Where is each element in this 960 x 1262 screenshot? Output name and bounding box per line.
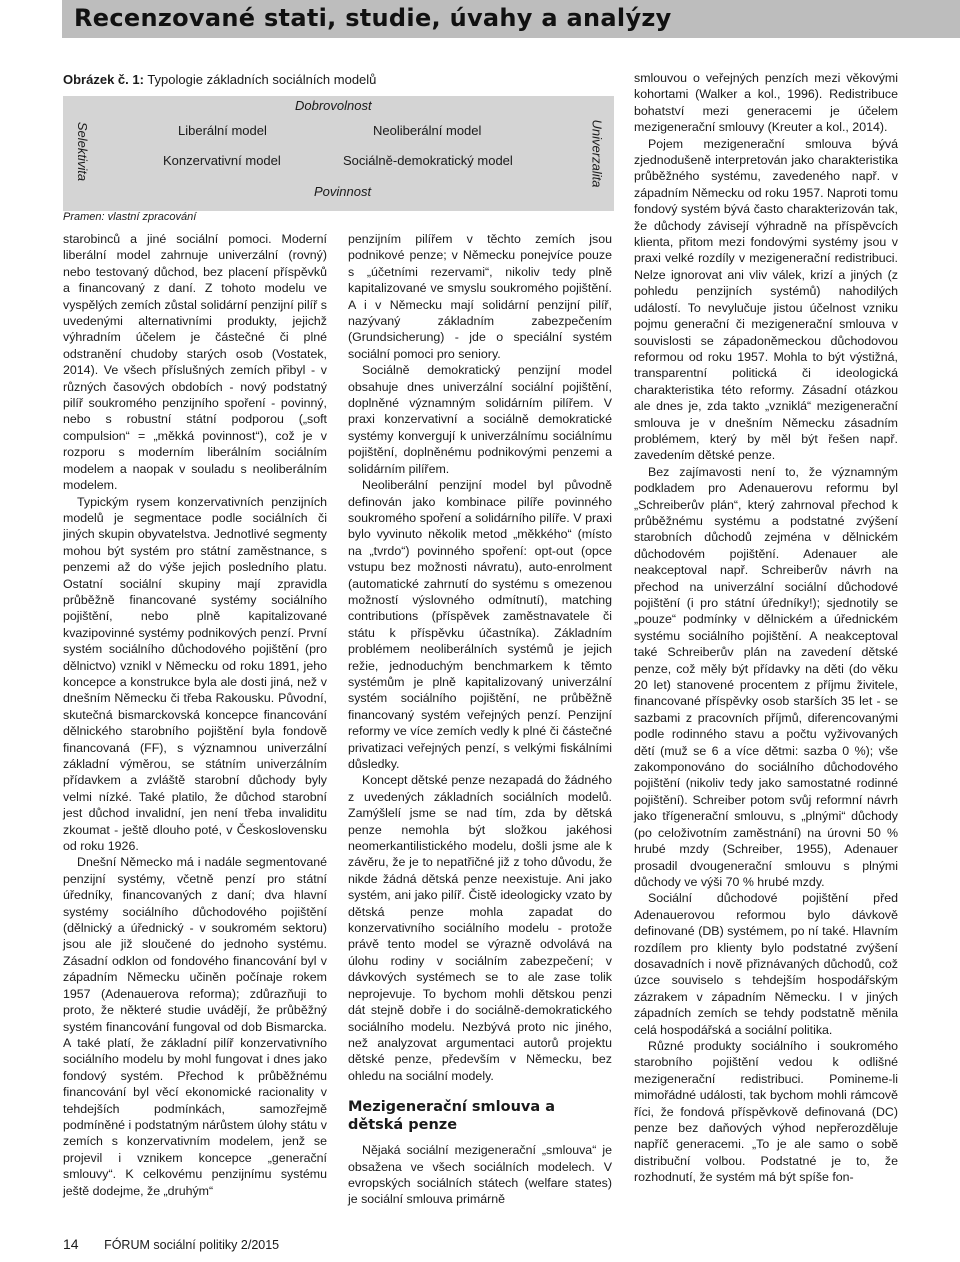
- diagram-left-label: Selektivita: [75, 121, 91, 182]
- typology-diagram: [63, 96, 614, 211]
- paragraph: starobinců a jiné sociální pomoci. Moderní liberální model zahrnuje univerzální (rovný) nebo testovaný důchod, bez placení příspěvků a financovaný z daní. Z tohoto modelu ve vyspělých zemích zůstal solidární penzijní pilíř s uvedenými alternativními produkty, jejichž výhradním účelem je částečné či plné odstranění chudoby starých osob (Vostatek, 2014). Ve všech příslušných zemích přibyl - v různých časových obdobích - nový podstatný pilíř soukromého penzijního spoření - povinný, nebo s robustní státní podporou („soft compulsion“ = „měkká povinnost“), což je v rozporu s moderním liberálním sociálním modelem a naopak v souladu s neoliberálním modelem.: [63, 232, 327, 493]
- journal-name: FÓRUM sociální politiky 2/2015: [104, 1238, 280, 1252]
- section-title: Recenzované stati, studie, úvahy a analýzy: [74, 4, 672, 32]
- paragraph: Bez zajímavosti není to, že významným podkladem pro Adenauerovu reformu byl „Schreiberův plán“, který zahrnoval přechod k průběžnému systému a podstatné zvýšení starobních důchodů zejména v dělnickém důchodovém pojištění. Adenauer ale neakceptoval např. Schreiberův návrh na přechod na univerzální sociální důchodové pojištění (i pro státní úředníky!); sjednotily se „pouze“ podmínky v dělnickém a úřednickém systému sociálního pojištění. A neakceptoval také Schreiberův plán na zavedení dětské penze, což měly být přídavky na děti (do věku 20 let) stanovené procentem z příjmu živitele, financované příspěvky osob starších 35 let - se sazbami z pracovních příjmů, diferencovanými podle rodinného stavu a počtu vyživovaných dětí (muž se 6 a více dětmi: sazba 0 %); vše zakomponováno do sociálního důchodového pojištění (nikoliv tedy jako samostatné rodinné pojištění). Schreiber potom svůj reformní návrh jako třígenerační smlouvu, s „plnými“ důchody (po celoživotním zaměstnání) na úrovni 50 % hrubé mzdy (Schreiber, 1955), Adenauer prosadil dvougenerační smlouvu s plnými důchody ve výši 70 % hrubé mzdy.: [634, 464, 898, 889]
- paragraph: smlouvou o veřejných penzích mezi věkovými kohortami (Walker a kol., 1996). Redistribuce bohatství mezi generacemi je účelem mezigenerační smlouvy (Kreuter a kol., 2014).: [634, 71, 898, 135]
- paragraph: Různé produkty sociálního i soukromého starobního pojištění vedou k odlišné mezigenerační redistribuci. Pomineme-li mimořádné události, tak bychom mohli rámcově říci, že fondová příspěvkově definovaná (DC) penze bez daňových výhod nepřerozděluje napříč generacemi. „To je ale samo o sobě distribuční volbou. Podstatné je to, že rozhodnutí, že systém má být spíše fon-: [634, 1038, 898, 1185]
- section-heading: Mezigenerační smlouva a dětská penze: [348, 1099, 555, 1134]
- diagram-socdem-model: Sociálně-demokratický model: [343, 153, 513, 168]
- paragraph: Neoliberální penzijní model byl původně definován jako kombinace pilíře povinného soukromého spoření a solidárního pilíře. V praxi bylo vyvinuto několik metod „měkkého“ (místo na „tvrdo“) povinného spoření: opt-out (opce vstupu bez možnosti návratu), auto-enrolment (automatické zahrnutí do systému s omezenou možností výslovného odmítnutí), matching contributions (příspěvek zaměstnavatele či státu k příspěvku účastníka). Základním problémem neoliberálních systémů je jejich režie, jednoduchým benchmarkem k těmto systémům je plně kapitalizovaný univerzální systém sociálního pojištění, ne průběžně financovaný systém veřejných penzí. Penzijní reformy ve více zemích vedly k plné či částečné privatizaci veřejných penzí, s velkými fiskálními důsledky.: [348, 478, 612, 771]
- diagram-neoliberal-model: Neoliberální model: [373, 123, 482, 138]
- diagram-bottom-label: Povinnost: [314, 184, 372, 199]
- paragraph: penzijním pilířem v těchto zemích jsou podnikové penze; v Německu ponejvíce pouze s „účetními rezervami“, nikoliv tedy plně kapitalizované ve smyslu soukromého pojištění. A i v Německu mají solidární penzijní pilíř, nazývaný základním zabezpečením (Grundsicherung) - jde o speciální systém sociální pomoci pro seniory.: [348, 232, 612, 361]
- paragraph: Sociální důchodové pojištění před Adenauerovou reformou bylo dávkově definované (DB) systémem, po ní také. Hlavním rozdílem pro klienty bylo podstatné zvýšení dosavadních i nově přiznávaných důchodů, což úzce souviselo s tehdejším hospodářským zázrakem v západním Německu. I v jiných západních zemích se tehdy podstatně měnila celá hospodářská a sociální politika.: [634, 891, 898, 1037]
- paragraph: Typickým rysem konzervativních penzijních modelů je segmentace podle sociálních či jiných skupin obyvatelstva. Jednotlivé segmenty mohou být systém pro státní zaměstnance, s penzemi až do výše jejich posledního platu. Ostatní sociální skupiny mají zpravidla průběžně financované systémy sociálního pojištění, nebo plně kapitalizované kvazipovinné systémy podnikových penzí. První systém sociálního důchodového pojištění (pro dělnictvo) vznikl v Německu od roku 1891, jeho koncepce a konstrukce byla ale dosti jiná, než v dnešním Německu či třeba Rakousku. Původní, skutečná bismarckovská koncepce financování dělnického starobního pojištění byla fondově financovaná (FF), s významnou univerzální základní výměrou, se státním univerzálním přídavkem a zvláště starobní důchody byly velmi nízké. Také platilo, že důchod starobní jest důchod invalidní, jen není třeba invaliditu zkoumat - ještě dlouho poté, v Československu od roku 1926.: [63, 494, 327, 854]
- text-column-3: [634, 70, 898, 1186]
- diagram-liberal-model: Liberální model: [178, 123, 267, 138]
- paragraph: Dnešní Německo má i nadále segmentované penzijní systémy, včetně penzí pro státní úředníky, financovaných z daní; dva hlavní systémy sociálního důchodového pojištění (dělnický a úřednický - v soukromém sektoru) jsou ale již sloučené do jednoho systému. Zásadní odklon od fondového financování byl v západním Německu učiněn počínaje rokem 1957 (Adenauerova reforma); zdůrazňuji to proto, že některé studie uvádějí, že průběžný systém financování fungoval od dob Bismarcka. A také platí, že základní pilíř konzervativního sociálního modelu by mohl fungovat i dnes jako fondový systém. Přechod k průběžnému financování byl věcí ekonomické racionality v tehdejších podmínkách, samozřejmě podmíněné i podstatným nárůstem úlohy státu v zemích s konzervativním modelem, jenž se projevil i vznikem koncepce „generační smlouvy“. K celkovému penzijnímu systému ještě dodejme, že „druhým“: [63, 855, 327, 1198]
- figure-label: Obrázek č. 1:: [63, 72, 144, 87]
- diagram-conservative-model: Konzervativní model: [163, 153, 281, 168]
- figure-caption-text: Typologie základních sociálních modelů: [147, 72, 377, 87]
- figure-caption: [63, 72, 376, 87]
- diagram-right-label: Univerzalita: [589, 119, 605, 188]
- paragraph: Pojem mezigenerační smlouva bývá zjednodušeně interpretován jako charakteristika průběžného systému, zavedeného např. v západním Německu od roku 1957. Naproti tomu fondový systém bývá často charakterizován tak, že důchody závisejí výhradně na příspěvcích klienta, přitom mezi fondovými systémy jsou v praxi velké rozdíly v mezigenerační redistribuci. Nelze ignorovat ani vliv válek, krizí a jiných (z pohledu penzijních systémů) nahodilých událostí. To nevylučuje jistou účelnost vzniku pojmu generační či mezigenerační smlouva v souvislosti se západoněmeckou důchodovou reformou od roku 1957. Mohla to být výstižná, transparentní politická či ideologická charakteristika této reformy. Zásadní otázkou ale dnes je, zda takto „vzniklá“ mezigenerační smlouva je v dnešním Německu zásadním problémem, který by měl být řešen např. zavedením dětské penze.: [634, 136, 898, 463]
- page-footer: [63, 1236, 279, 1252]
- text-column-2: [348, 231, 612, 1208]
- paragraph: Nějaká sociální mezigenerační „smlouva“ je obsažena ve všech sociálních modelech. V evropských sociálních státech (welfare states) je sociální smlouva primárně: [348, 1143, 612, 1207]
- page-number: 14: [63, 1236, 79, 1252]
- section-header-bar: [62, 0, 960, 38]
- text-column-1: [63, 231, 327, 1199]
- figure-source: Pramen: vlastní zpracování: [63, 211, 197, 223]
- paragraph: Koncept dětské penze nezapadá do žádného z uvedených základních sociálních modelů. Zamýšlelí jsme se nad tím, zda by dětská penze nemohla být složkou jakéhosi neomerkantilistického modelu, došli jsme ale k závěru, že je to nepatřičné již z toho důvodu, že nikde žádná dětská penze neexistuje. Ani jako systém, ani jako pilíř. Čistě ideologicky vzato by dětská penze mohla zapadat do konzervativního sociálního modelu - protože právě tento model se výrazně odvolává na úlohu rodiny v sociálním zabezpečení; v dávkových systémech se to ale zase tolik neprojevuje. To bychom mohli dětskou penzi dát stejně dobře i do sociálně-demokratického sociálního modelu. Nezbývá proto nic jiného, než analyzovat argumentaci autorů projektu dětské penze, především v Německu, bez ohledu na sociální modely.: [348, 773, 612, 1083]
- paragraph: Sociálně demokratický penzijní model obsahuje dnes univerzální sociální pojištění, doplněné významným solidárním pilířem. V praxi konzervativní a sociálně demokratické systémy konvergují k univerzálnímu sociálnímu pojištění, doplněnému podnikovými penzemi a solidárním pilířem.: [348, 363, 612, 476]
- diagram-top-label: Dobrovolnost: [295, 98, 372, 113]
